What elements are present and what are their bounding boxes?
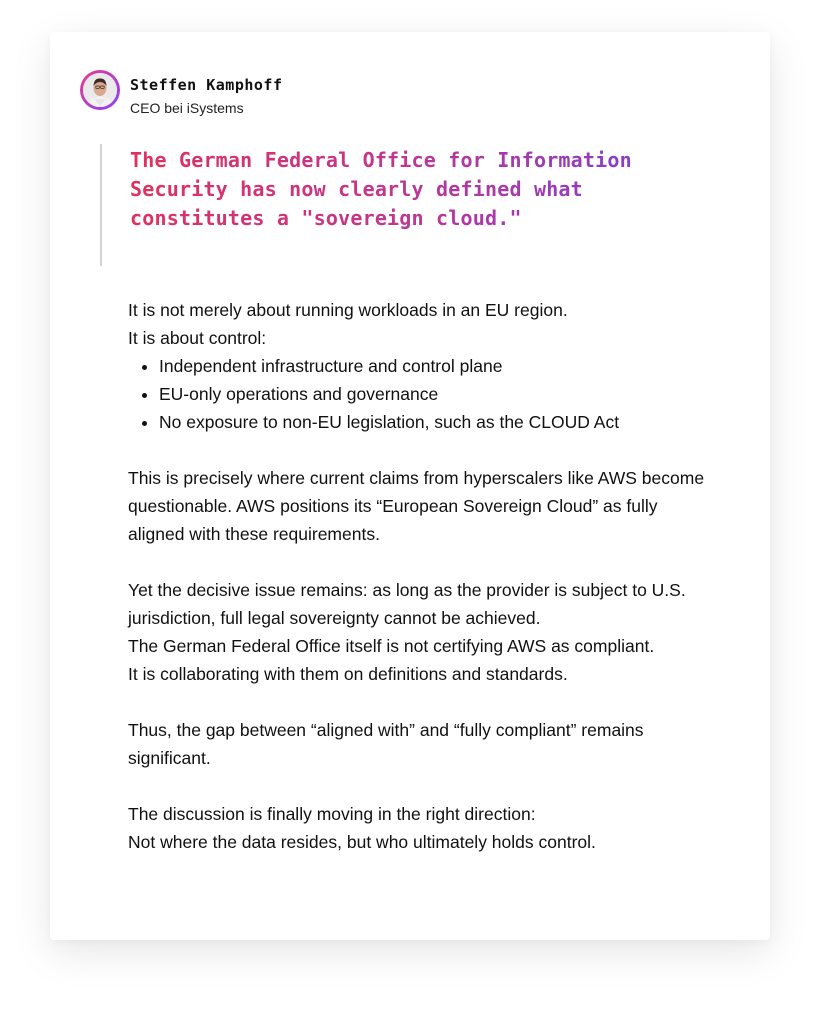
paragraph: Yet the decisive issue remains: as long as the provider is subject to U.S. jurisdiction, full legal sovereignty cannot be achieved. <box>128 580 686 628</box>
paragraph: This is precisely where current claims from hyperscalers like AWS become questionable. AWS positions its “European Sovereign Cloud” as fully aligned with these requirements. <box>128 468 705 544</box>
paragraph: Not where the data resides, but who ultimately holds control. <box>128 832 596 852</box>
paragraph: It is not merely about running workloads in an EU region. <box>128 300 568 320</box>
quote-text: The German Federal Office for Information Security has now clearly defined what constitutes a "sovereign cloud." <box>130 146 700 233</box>
bullet-list <box>128 352 708 436</box>
paragraph: It is about control: <box>128 328 267 348</box>
post-body <box>128 296 708 856</box>
paragraph: The discussion is finally moving in the right direction: <box>128 804 536 824</box>
avatar[interactable] <box>80 70 120 110</box>
avatar-photo <box>83 73 117 107</box>
paragraph: It is collaborating with them on definitions and standards. <box>128 664 568 684</box>
list-item: • EU-only operations and governance <box>159 380 708 408</box>
author-name[interactable]: Steffen Kamphoff <box>130 76 283 94</box>
paragraph: The German Federal Office itself is not certifying AWS as compliant. <box>128 636 655 656</box>
paragraph: Thus, the gap between “aligned with” and “fully compliant” remains significant. <box>128 720 644 768</box>
author-role: CEO bei iSystems <box>130 100 244 116</box>
list-item: • No exposure to non-EU legislation, such as the CLOUD Act <box>159 408 708 436</box>
list-item: • Independent infrastructure and control plane <box>159 352 708 380</box>
pull-quote <box>100 144 702 266</box>
